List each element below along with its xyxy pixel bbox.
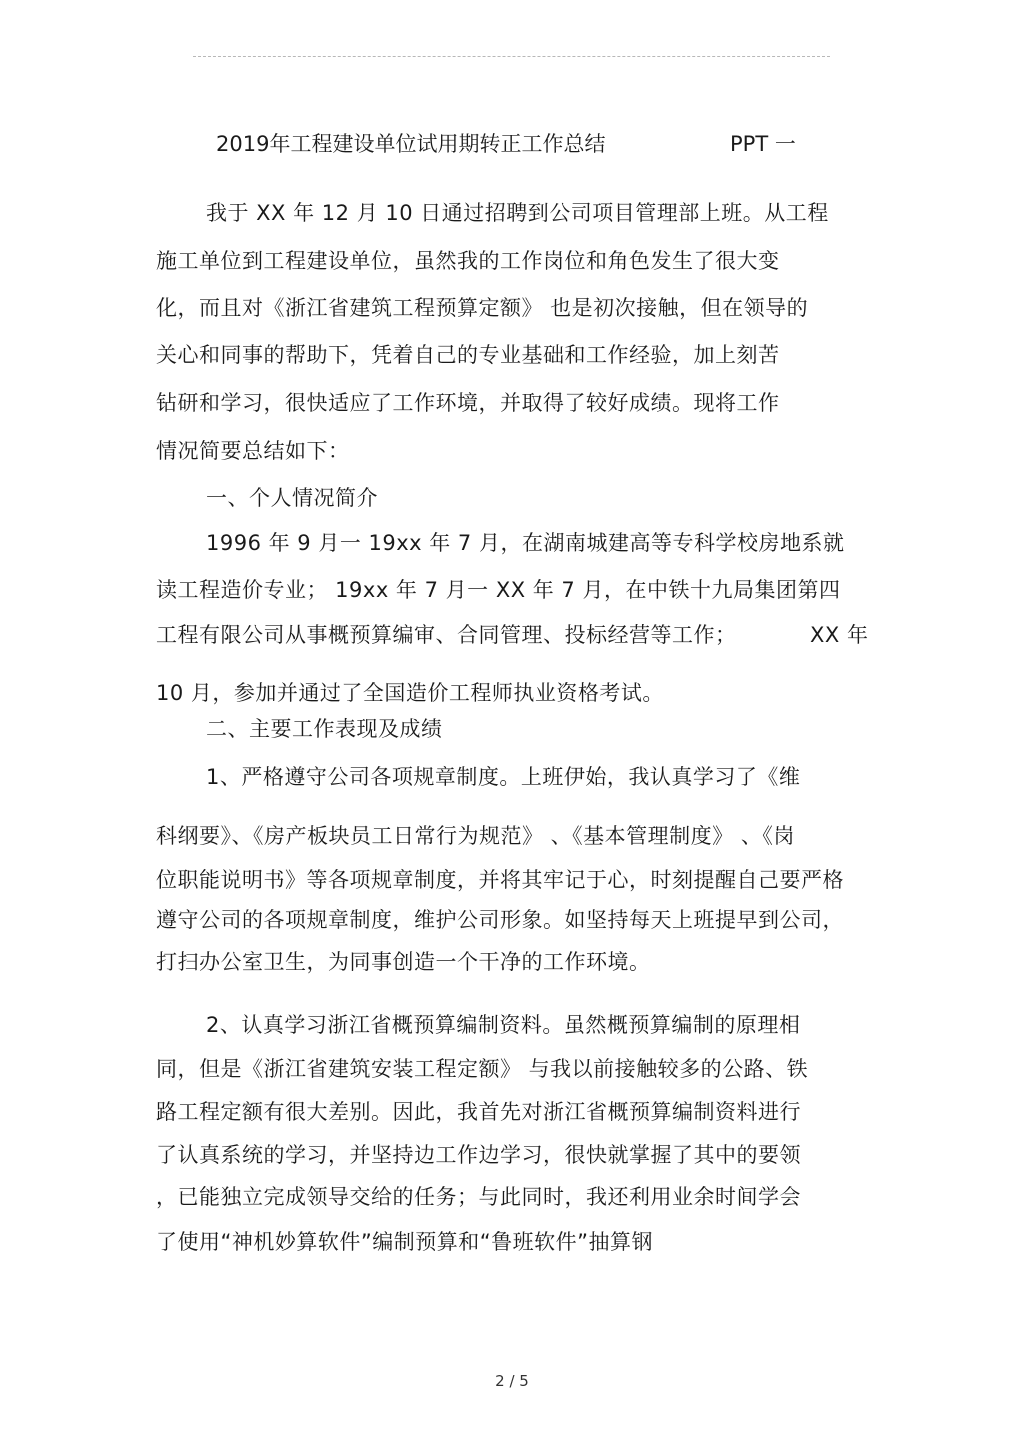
section-heading: 一、个人情况简介	[206, 486, 378, 510]
paragraph-line: 工程有限公司从事概预算编审、合同管理、投标经营等工作；	[156, 623, 737, 647]
header-rule	[193, 56, 830, 57]
paragraph-line: 路工程定额有很大差别。因此，我首先对浙江省概预算编制资料进行	[156, 1100, 801, 1124]
paragraph-line: 2、认真学习浙江省概预算编制资料。虽然概预算编制的原理相	[206, 1013, 801, 1037]
paragraph-line: 1、严格遵守公司各项规章制度。上班伊始，我认真学习了《维	[206, 765, 801, 789]
paragraph-line: 关心和同事的帮助下，凭着自己的专业基础和工作经验，加上刻苦	[156, 343, 780, 367]
page-number: 2 / 5	[495, 1372, 529, 1390]
paragraph-line: 打扫办公室卫生，为同事创造一个干净的工作环境。	[156, 950, 651, 974]
paragraph-line: 我于 XX 年 12 月 10 日通过招聘到公司项目管理部上班。从工程	[206, 201, 829, 225]
paragraph-line: 了认真系统的学习，并坚持边工作边学习，很快就掌握了其中的要领	[156, 1143, 801, 1167]
paragraph-line: 化，而且对《浙江省建筑工程预算定额》 也是初次接触，但在领导的	[156, 296, 809, 320]
paragraph-line: 钻研和学习，很快适应了工作环境，并取得了较好成绩。现将工作	[156, 391, 780, 415]
paragraph-line: 1996 年 9 月一 19xx 年 7 月，在湖南城建高等专科学校房地系就	[206, 531, 845, 555]
document-title: 2019年工程建设单位试用期转正工作总结	[216, 132, 606, 156]
paragraph-line: 了使用“神机妙算软件”编制预算和“鲁班软件”抽算钢	[156, 1230, 654, 1254]
document-title-suffix: PPT 一	[730, 132, 796, 156]
paragraph-line: 情况简要总结如下：	[156, 439, 350, 463]
paragraph-line: 施工单位到工程建设单位，虽然我的工作岗位和角色发生了很大变	[156, 249, 780, 273]
paragraph-line: ，已能独立完成领导交给的任务；与此同时，我还利用业余时间学会	[156, 1185, 801, 1209]
paragraph-line: 同，但是《浙江省建筑安装工程定额》 与我以前接触较多的公路、铁	[156, 1057, 809, 1081]
paragraph-line: 遵守公司的各项规章制度，维护公司形象。如坚持每天上班提早到公司，	[156, 908, 844, 932]
paragraph-line: XX 年	[810, 623, 869, 647]
paragraph-line: 10 月，参加并通过了全国造价工程师执业资格考试。	[156, 681, 664, 705]
paragraph-line: 科纲要》、《房产板块员工日常行为规范》 、《基本管理制度》 、《岗	[156, 824, 795, 848]
paragraph-line: 读工程造价专业； 19xx 年 7 月一 XX 年 7 月，在中铁十九局集团第四	[156, 578, 841, 602]
section-heading: 二、主要工作表现及成绩	[206, 717, 443, 741]
paragraph-line: 位职能说明书》等各项规章制度，并将其牢记于心，时刻提醒自己要严格	[156, 868, 844, 892]
